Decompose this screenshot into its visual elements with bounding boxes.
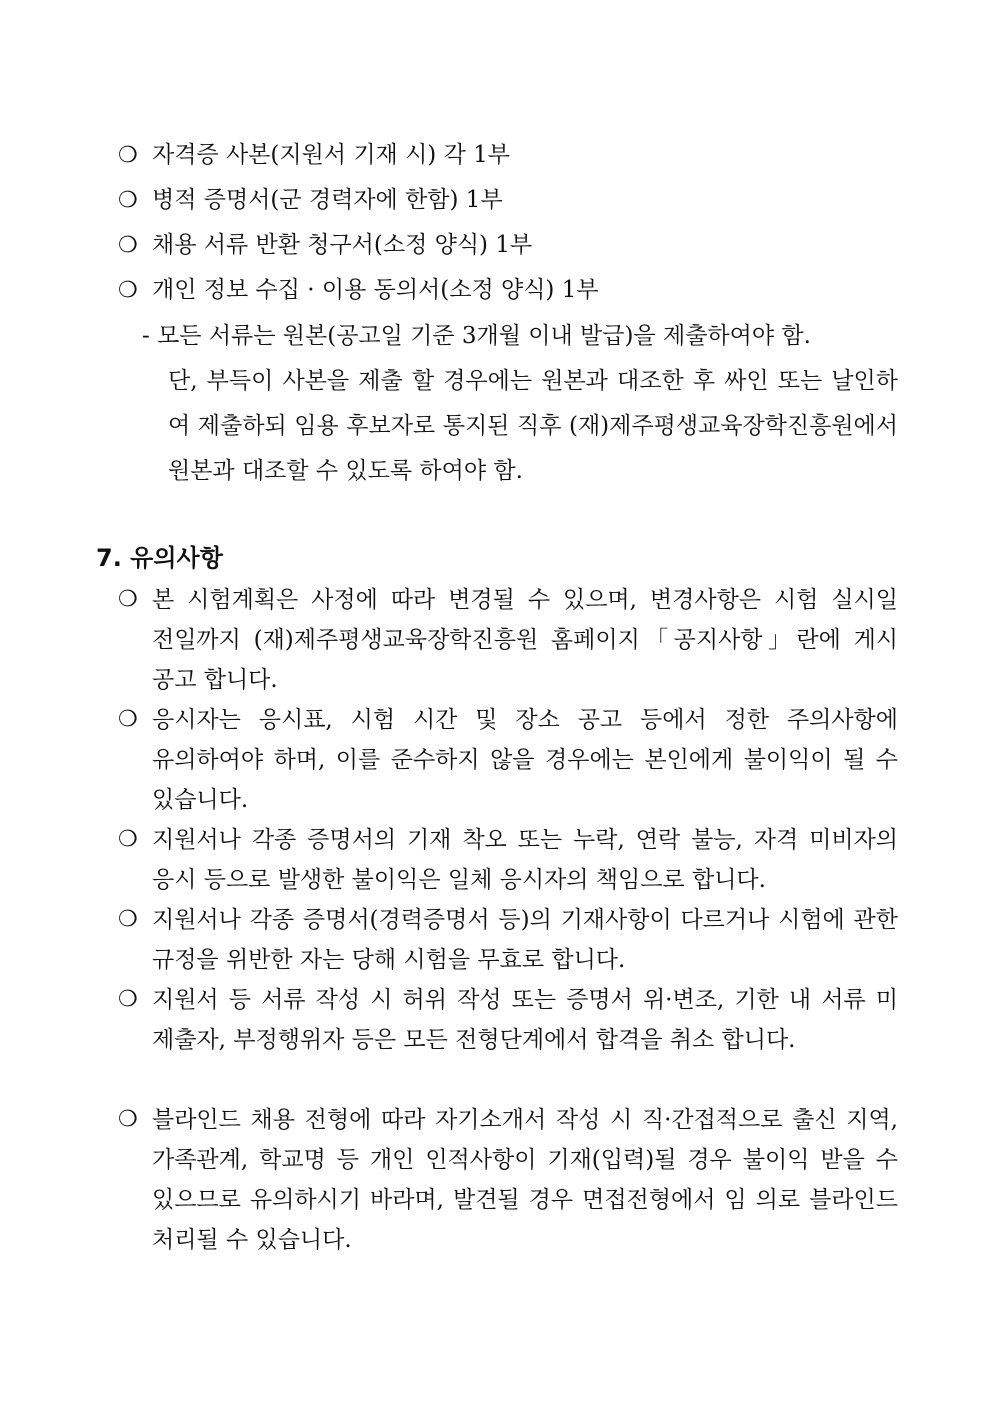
circle-bullet-icon: ❍ <box>118 1107 138 1132</box>
docs-list-item-text: 자격증 사본(지원서 기재 시) 각 1부 <box>152 142 510 168</box>
notice-item-text: 지원서나 각종 증명서의 기재 착오 또는 누락, 연락 불능, 자격 미비자의 응시 등으로 발생한 불이익은 일체 응시자의 책임으로 합니다. <box>152 827 898 893</box>
circle-bullet-icon: ❍ <box>118 827 138 852</box>
docs-list-item <box>118 275 898 306</box>
circle-bullet-icon: ❍ <box>118 233 138 258</box>
notice-item-text: 지원서 등 서류 작성 시 허위 작성 또는 증명서 위·변조, 기한 내 서류 미 제출자, 부정행위자 등은 모든 전형단계에서 합격을 취소 합니다. <box>152 987 898 1053</box>
circle-bullet-icon: ❍ <box>118 278 138 303</box>
notice-item <box>118 1100 898 1260</box>
circle-bullet-icon: ❍ <box>118 907 138 932</box>
docs-list-item <box>118 185 898 216</box>
docs-list-item <box>118 140 898 171</box>
docs-list-item-text: 병적 증명서(군 경력자에 한함) 1부 <box>152 187 503 213</box>
notice-item <box>118 980 898 1060</box>
docs-list-item <box>118 230 898 261</box>
notice-item <box>118 900 898 980</box>
notice-item <box>118 580 898 700</box>
docs-note-first-line: - 모든 서류는 원본(공고일 기준 3개월 이내 발급)을 제출하여야 함. <box>142 323 811 349</box>
notice-item-text: 본 시험계획은 사정에 따라 변경될 수 있으며, 변경사항은 시험 실시일 전일까지 (재)제주평생교육장학진흥원 홈페이지「공지사항」란에 게시 공고 합니다. <box>152 587 898 693</box>
docs-note-body: 단, 부득이 사본을 제출 할 경우에는 원본과 대조한 후 싸인 또는 날인하여 제출하되 임용 후보자로 통지된 직후 (재)제주평생교육장학진흥원에서 원본과 대조할 수 있도록 하여야 함. <box>168 368 898 484</box>
notice-item <box>118 820 898 900</box>
circle-bullet-icon: ❍ <box>118 143 138 168</box>
section-title: 7. 유의사항 <box>96 544 223 572</box>
circle-bullet-icon: ❍ <box>118 188 138 213</box>
docs-list-item-text: 채용 서류 반환 청구서(소정 양식) 1부 <box>152 232 533 258</box>
circle-bullet-icon: ❍ <box>118 987 138 1012</box>
circle-bullet-icon: ❍ <box>118 587 138 612</box>
docs-note <box>142 314 898 494</box>
notice-item-text: 응시자는 응시표, 시험 시간 및 장소 공고 등에서 정한 주의사항에 유의하여야 하며, 이를 준수하지 않을 경우에는 본인에게 불이익이 될 수 있습니다. <box>152 707 898 813</box>
notice-item-text: 블라인드 채용 전형에 따라 자기소개서 작성 시 직·간접적으로 출신 지역, 가족관계, 학교명 등 개인 인적사항이 기재(입력)될 경우 불이익 받을 수 있으므로 유의하시기 바라며, 발견될 경우 면접전형에서 임 의로 블라인드 처리될 수 있습니다. <box>152 1107 898 1253</box>
notice-item-text: 지원서나 각종 증명서(경력증명서 등)의 기재사항이 다르거나 시험에 관한 규정을 위반한 자는 당해 시험을 무효로 합니다. <box>152 907 898 973</box>
circle-bullet-icon: ❍ <box>118 707 138 732</box>
notice-item <box>118 700 898 820</box>
docs-list-item-text: 개인 정보 수집 · 이용 동의서(소정 양식) 1부 <box>152 277 599 303</box>
